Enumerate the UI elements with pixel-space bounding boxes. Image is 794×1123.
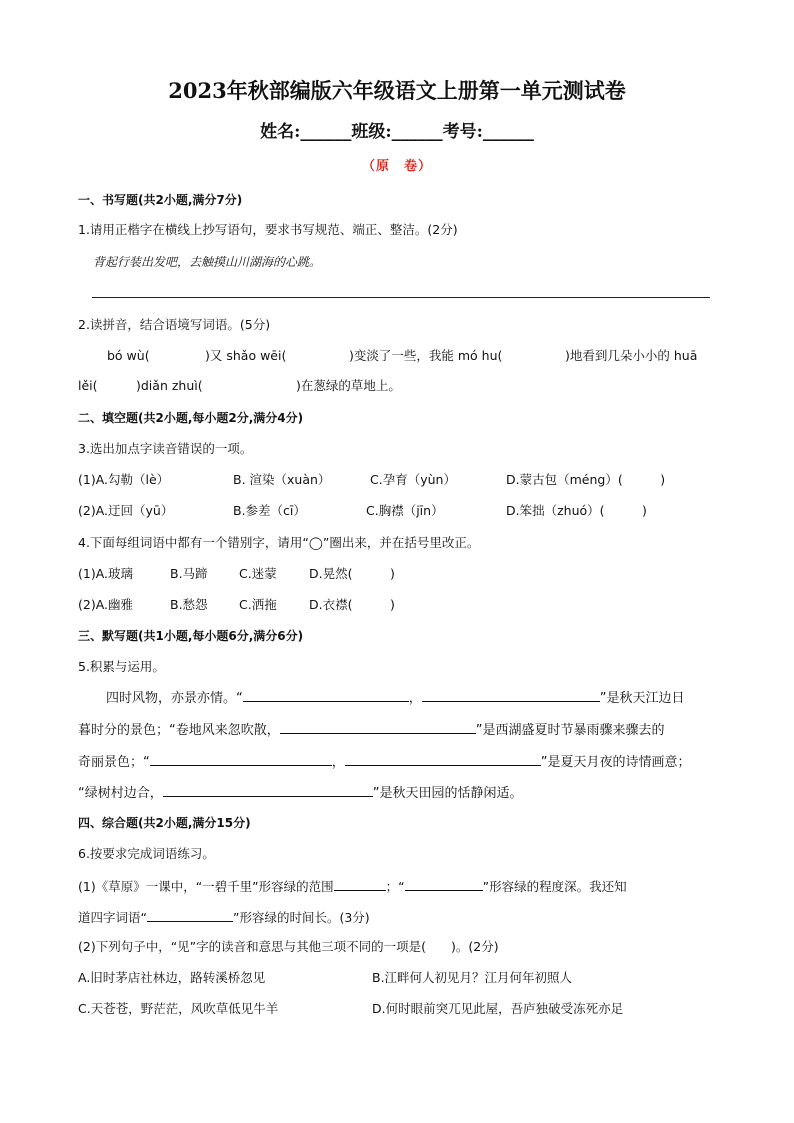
q6-1-text-a: (1)《草原》一课中，“一碧千里”形容绿的范围: [78, 879, 334, 894]
q3-1-option-b: B. 渲染（xuàn）: [233, 472, 331, 487]
q3-2-option-c: C.胸襟（jīn）: [366, 503, 444, 518]
q4-1-option-b: B.马蹄: [170, 566, 208, 581]
q5-text-1c: ”是秋天江边日: [599, 691, 685, 706]
exam-title: 2023年秋部编版六年级语文上册第一单元测试卷: [168, 78, 626, 103]
q6-2-text: (2)下列句子中，“见”字的读音和意思与其他三项不同的一项是( )。(2分): [78, 939, 499, 954]
q3-1-option-c: C.孕育（yùn）: [370, 472, 456, 487]
q5-text-2b: ”是西湖盛夏时节暴雨骤来骤去的: [475, 723, 665, 738]
q5-blank-2[interactable]: [422, 688, 600, 702]
q2-pinyin-2: )又 shǎo wēi(: [205, 348, 287, 363]
q3-2-option-d: D.笨拙（zhuó）( ): [506, 503, 647, 518]
question-2-text: 2.读拼音，结合语境写词语。(5分): [78, 317, 271, 332]
q5-text-1a: 四时风物，亦景亦情。“: [106, 691, 243, 706]
q3-1-option-a: (1)A.勾勒（lè）: [78, 472, 170, 487]
section-1-heading: 一、书写题(共2小题,满分7分): [78, 193, 243, 207]
q5-text-3c: ”是夏天月夜的诗情画意；: [540, 755, 691, 770]
question-5-text: 5.积累与运用。: [78, 659, 165, 674]
q3-1-option-d: D.蒙古包（méng）( ): [506, 472, 666, 487]
q6-1-line-1: [78, 877, 627, 895]
version-tag: （原 卷）: [361, 159, 432, 174]
q6-1-text-e: ”形容绿的时间长。(3分): [232, 910, 370, 925]
q4-2-option-b: B.愁怨: [170, 597, 208, 612]
q2-pinyin-5: lěi(: [78, 378, 98, 393]
student-info-line: 姓名:______班级:______考号:______: [260, 122, 534, 142]
q2-pinyin-4: )地看到几朵小小的 huā: [565, 348, 698, 363]
section-2-heading: 二、填空题(共2小题,每小题2分,满分4分): [78, 411, 304, 425]
q2-pinyin-6: )diǎn zhuì(: [136, 378, 203, 393]
q6-1-text-b: ；“: [385, 879, 405, 894]
q5-blank-6[interactable]: [163, 783, 373, 797]
q3-2-option-a: (2)A.迂回（yū）: [78, 503, 174, 518]
q5-text-3a: 奇丽景色；“: [78, 755, 150, 770]
q6-1-blank-3[interactable]: [147, 908, 233, 922]
q5-text-4b: ”是秋天田园的恬静闲适。: [372, 786, 523, 801]
q5-text-4a: “绿树村边合，: [78, 786, 163, 801]
q6-1-blank-1[interactable]: [334, 877, 386, 891]
q4-2-option-c: C.洒拖: [239, 597, 277, 612]
q2-pinyin-1: bó wù(: [107, 348, 150, 363]
q5-text-2a: 暮时分的景色；“卷地风来忽吹散，: [78, 723, 280, 738]
q5-blank-3[interactable]: [280, 720, 476, 734]
q4-2-option-d: D.衣襟( ): [309, 597, 395, 612]
question-3-text: 3.选出加点字读音错误的一项。: [78, 441, 253, 456]
q3-2-option-b: B.参差（cī）: [233, 503, 306, 518]
q4-1-option-c: C.迷蒙: [239, 566, 277, 581]
q5-line-2: [78, 720, 665, 741]
q6-2-option-b: B.江畔何人初见月？江月何年初照人: [372, 970, 573, 985]
q5-text-1b: ，: [408, 691, 422, 706]
q6-2-option-c: C.天苍苍，野茫茫，风吹草低见牛羊: [78, 1001, 279, 1016]
q5-line-1: [106, 688, 685, 709]
question-1-writing-line[interactable]: [92, 297, 710, 298]
q4-2-option-a: (2)A.幽雅: [78, 597, 134, 612]
q6-2-option-a: A.旧时茅店社林边，路转溪桥忽见: [78, 970, 266, 985]
question-6-text: 6.按要求完成词语练习。: [78, 846, 215, 861]
question-1-sample-sentence: 背起行装出发吧，去触摸山川湖海的心跳。: [93, 255, 322, 269]
q6-2-option-d: D.何时眼前突兀见此屋，吾庐独破受冻死亦足: [372, 1001, 624, 1016]
q6-1-text-d: 道四字词语“: [78, 910, 147, 925]
q6-1-text-c: ”形容绿的程度深。我还知: [482, 879, 627, 894]
q4-1-option-a: (1)A.玻璃: [78, 566, 134, 581]
q5-blank-1[interactable]: [243, 688, 409, 702]
q4-1-option-d: D.晃然( ): [309, 566, 395, 581]
question-1-text: 1.请用正楷字在横线上抄写语句，要求书写规范、端正、整洁。(2分): [78, 222, 458, 237]
section-4-heading: 四、综合题(共2小题,满分15分): [78, 816, 251, 830]
section-3-heading: 三、默写题(共1小题,每小题6分,满分6分): [78, 629, 304, 643]
q6-1-line-2: [78, 908, 370, 926]
q2-pinyin-7: )在葱绿的草地上。: [296, 378, 401, 393]
question-4-text: 4.下面每组词语中都有一个错别字，请用“◯”圈出来，并在括号里改正。: [78, 535, 480, 550]
q5-text-3b: ，: [331, 755, 345, 770]
q5-blank-4[interactable]: [150, 752, 332, 766]
q5-line-3: [78, 752, 691, 773]
q2-pinyin-3: )变淡了一些，我能 mó hu(: [349, 348, 503, 363]
q5-line-4: [78, 783, 523, 804]
q6-1-blank-2[interactable]: [405, 877, 483, 891]
q5-blank-5[interactable]: [345, 752, 541, 766]
